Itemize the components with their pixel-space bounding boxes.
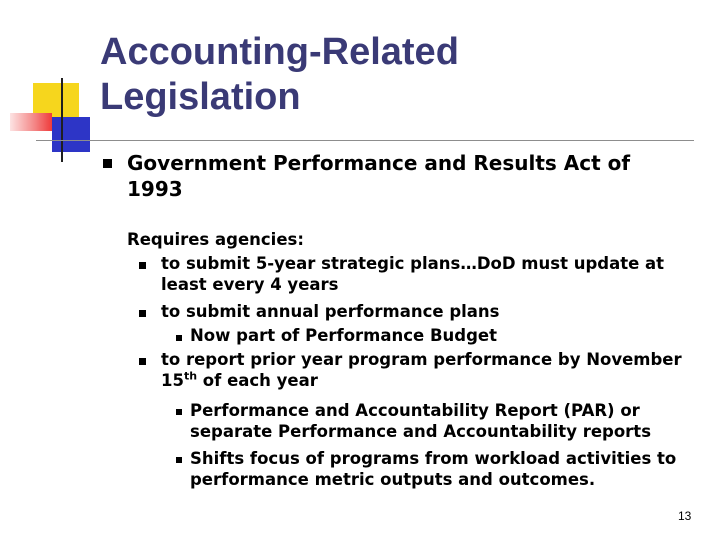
superscript-text: th	[183, 369, 198, 383]
sub-sub-bullet-text: Shifts focus of programs from workload activities to performance metric outputs and outcomes.	[190, 449, 677, 489]
square-bullet-icon	[139, 358, 146, 365]
requires-heading: Requires agencies:	[127, 230, 304, 249]
sub-bullet-text	[161, 349, 701, 391]
slide-title-line-2: Legislation	[100, 76, 301, 118]
title-underline	[36, 140, 694, 141]
sub-bullet-text-part: of each year	[197, 371, 318, 390]
sub-bullet-text: to submit 5-year strategic plans…DoD must update at least every 4 years	[161, 254, 665, 294]
slide-title	[100, 30, 660, 120]
square-bullet-icon	[139, 310, 146, 317]
decorative-blue-square	[52, 117, 90, 152]
square-bullet-icon	[176, 409, 182, 415]
main-bullet-text: Government Performance and Results Act of 1993	[127, 151, 631, 201]
square-bullet-icon	[139, 262, 146, 269]
square-bullet-icon	[176, 335, 182, 341]
sub-sub-bullet-text: Performance and Accountability Report (PAR) or separate Performance and Accountability reports	[190, 401, 652, 441]
decorative-vertical-line	[61, 78, 63, 162]
sub-bullet-text-part: to report prior year program performance by November 15	[161, 350, 682, 390]
decorative-pink-bar	[10, 113, 52, 131]
slide-title-line-1: Accounting-Related	[100, 31, 459, 73]
page-number: 13	[678, 509, 692, 523]
sub-bullet-text: to submit annual performance plans	[161, 302, 500, 321]
square-bullet-icon	[176, 457, 182, 463]
square-bullet-icon	[103, 159, 112, 168]
sub-sub-bullet-text: Now part of Performance Budget	[190, 326, 497, 345]
